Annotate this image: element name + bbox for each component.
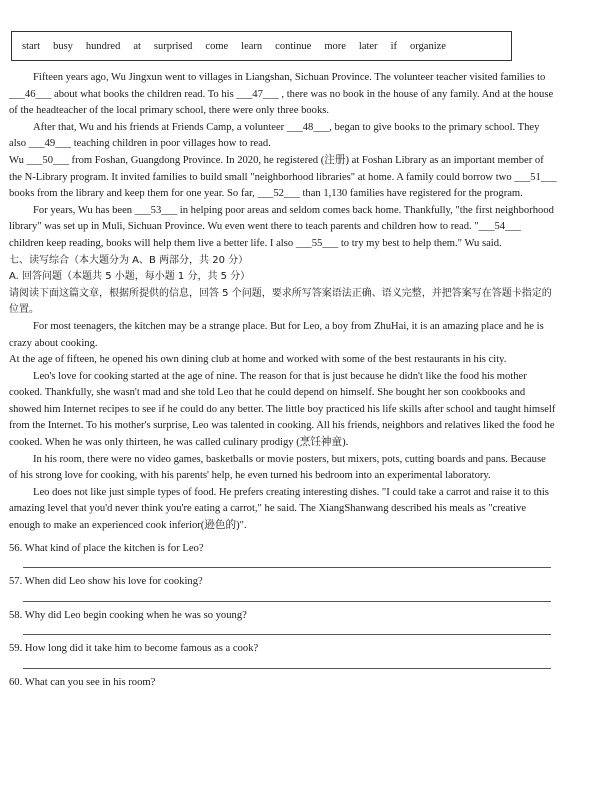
word-bank-box [11,31,512,61]
question-57: 57. When did Leo show his love for cooking? [9,576,203,588]
word-bank-item: later [358,40,378,52]
reading-paragraph: Leo does not like just simple types of food. He prefers creating interesting dishes. "I could take a carrot and raise it to this amazing level that you'd never think you're eating a carrot," he said. The XiangShanwang described his meals as "creative enough to make an experienced cook inferior(逊色的)". [9,486,549,532]
reading-paragraph: In his room, there were no video games, basketballs or movie posters, but mixers, pots, cutting boards and pans. Because of his strong love for cooking, with his parents' help, he even turned his bedroom into an experimental laboratory. [9,453,546,482]
cloze-paragraph: After that, Wu and his friends at Friends Camp, a volunteer ___48___, began to give books to the primary school. They also ___49___ teaching children in poor villages how to read. [9,121,540,150]
word-bank-item: at [133,40,141,52]
question-58: 58. Why did Leo begin cooking when he was so young? [9,609,247,621]
word-bank-item: if [390,40,397,52]
reading-paragraph: For most teenagers, the kitchen may be a strange place. But for Leo, a boy from ZhuHai, it is an amazing place and he is crazy about cooking. [9,320,544,349]
word-bank-item: hundred [85,40,121,52]
answer-line[interactable] [23,658,551,669]
cloze-paragraph: Wu ___50___ from Foshan, Guangdong Province. In 2020, he registered (注册) at Foshan Library as an important member of the N-Library program. It invited families to build small "neighborhood libraries" at home. A family could borrow two ___51___ books from the library and keep them for one year. So far, ___52___ than 1,130 families have registered for the program. [9,154,557,200]
cloze-paragraph: Fifteen years ago, Wu Jingxun went to villages in Liangshan, Sichuan Province. The volunteer teacher visited families to ___46___ about what books the children read. To his ___47___ , there was no book in the house of any family. And at the house of the headteacher of the local primary school, there were only three books. [9,72,554,117]
reading-paragraph: Leo's love for cooking started at the age of nine. The reason for that is just because he didn't like the food his mother cooked. Thankfully, she wasn't mad and she told Leo that he could depend on himself. She bought her son cookbooks and showed him Internet recipes to see if he could do any better. The little boy practiced his life skills after school and taught himself from the Internet. To his mother's surprise, Leo was talented in cooking. All his friends, neighbors and relatives liked the food he cooked. When he was only thirteen, he was called culinary prodigy (烹饪神童). [9,370,556,449]
answer-line[interactable] [23,624,551,635]
word-bank-item: busy [53,40,73,52]
question-59: 59. How long did it take him to become famous as a cook? [9,643,259,655]
word-bank-item: start [22,40,41,52]
answer-line[interactable] [23,557,551,568]
answer-line[interactable] [23,591,551,602]
document-body [9,70,557,692]
cloze-paragraph: For years, Wu has been ___53___ in helping poor areas and seldom comes back home. Thankfully, "the first neighborhood library" was set up in Muli, Sichuan Province. Wu even went there to teach parents and children how to read. "___54___ children keep reading, books will help them live a better life. I also ___55___ to try my best to help them." Wu said. [9,204,554,249]
reading-paragraph: At the age of fifteen, he opened his own dining club at home and worked with some of the best restaurants in his city. [9,354,507,366]
word-bank-item: learn [241,40,263,52]
section-instruction: 请阅读下面这篇文章，根据所提供的信息，回答 5 个问题，要求所写答案语法正确、语义完整，并把答案写在答题卡指定的位置。 [9,287,552,316]
word-bank-item: organize [409,40,446,52]
question-56: 56. What kind of place the kitchen is for Leo? [9,542,204,554]
question-60: 60. What can you see in his room? [9,677,156,688]
word-bank-item: continue [275,40,312,52]
word-bank-item: more [324,40,346,52]
word-bank-item: come [205,40,229,52]
word-bank-item: surprised [153,40,193,52]
section-subheading: A. 回答问题（本题共 5 小题，每小题 1 分，共 5 分） [9,271,251,283]
section-heading: 七、读写综合（本大题分为 A、B 两部分，共 20 分） [9,254,249,266]
